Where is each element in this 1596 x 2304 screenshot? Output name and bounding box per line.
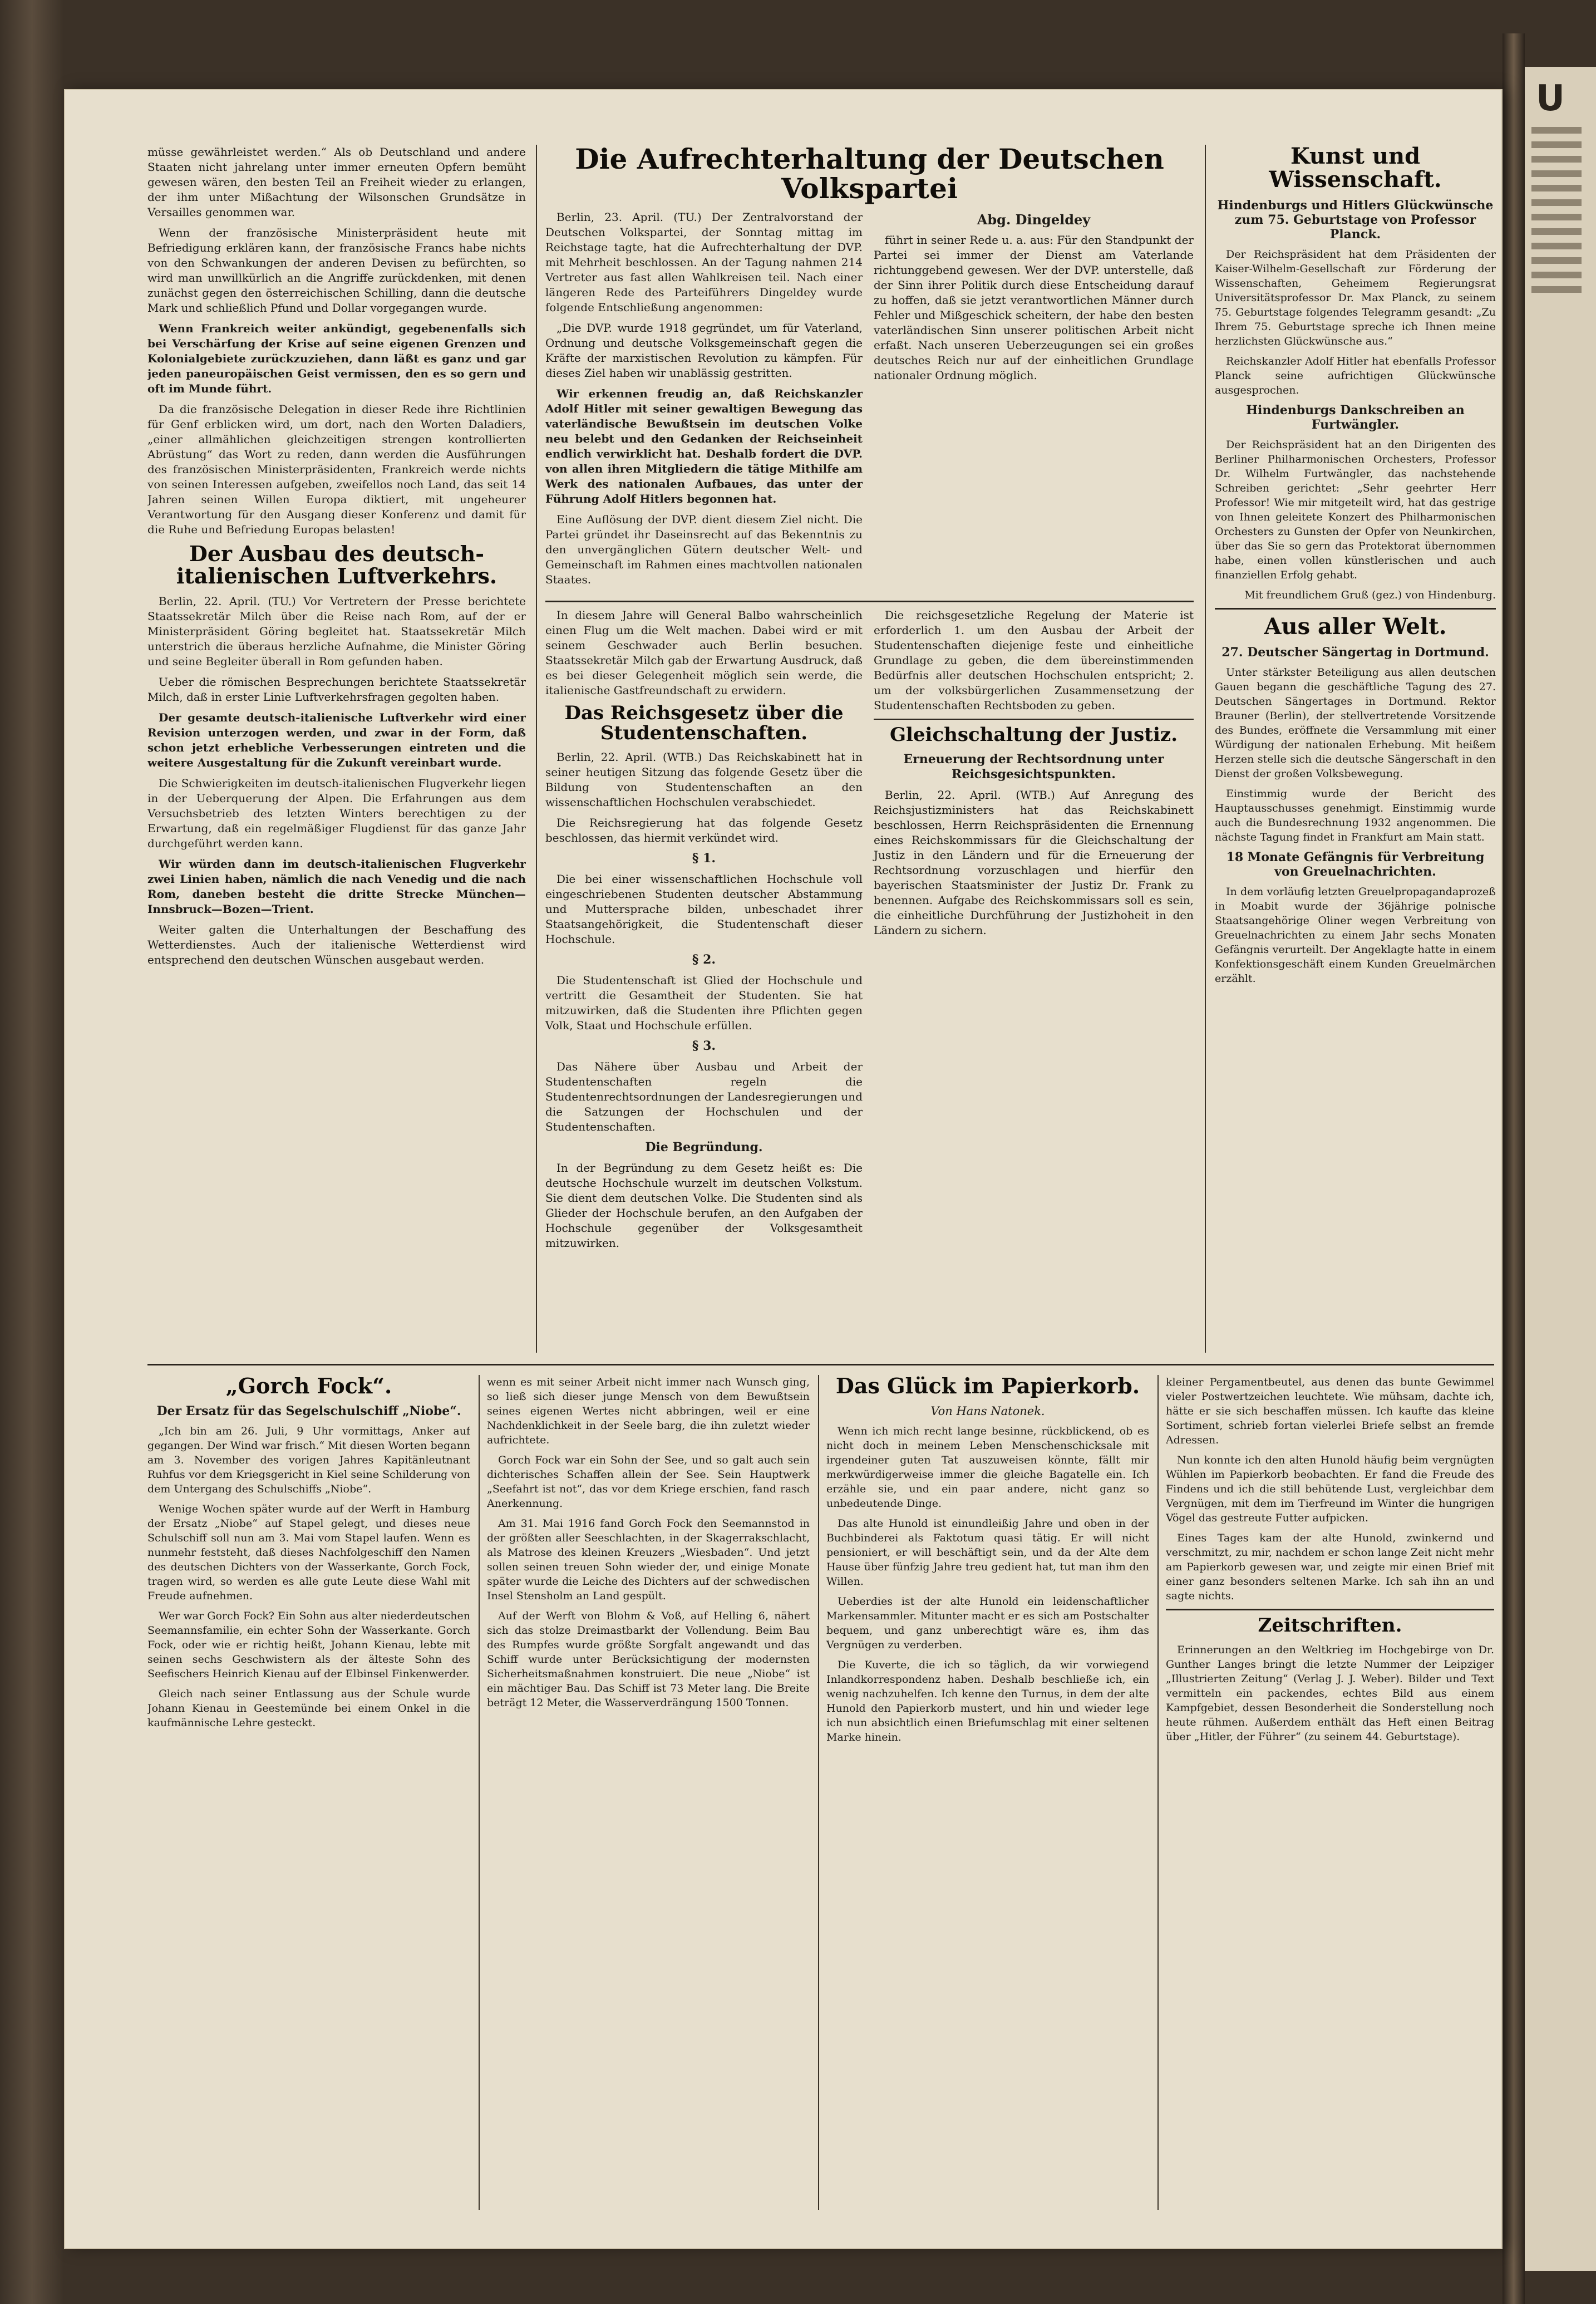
col2-paragraph: Berlin, 22. April. (WTB.) Auf Anregung des Reichsjustizministers hat das Reichskabinett beschlossen, Herrn Reichspräsidenten die Ernennung eines Reichskommissars für die Gleichschaltung der Justiz in den Ländern und für die Erneuerung der Rechtsordnung vorzuschlagen und hierfür den bayerischen Staatsminister der Justiz Dr. Frank zu benennen. Aufgabe des Reichskommissars soll es sein, die einheitliche Durchführung der Justizhoheit in den Ländern zu sichern. bbox=[874, 788, 1194, 937]
col2-paragraph: Die reichsgesetzliche Regelung der Materie ist erforderlich 1. um den Ausbau der Arbeit der Studentenschaften diejenige feste und einheitliche Grundlage zu geben, die dem übereinstimmenden Bedürfnis aller deutschen Hochschulen entspricht; 2. um der volksbürgerlichen Zusammensetzung der Studentenschaften Rechtsboden zu geben. bbox=[874, 608, 1194, 712]
col2-paragraph: Das Nähere über Ausbau und Arbeit der Studentenschaften regeln die Studentenrechtsordnungen der Landesregierungen und die Satzungen der Hochschulen und der Studentenschaften. bbox=[545, 1060, 863, 1134]
col3-subheadline-furtwaengler: Hindenburgs Dankschreiben an Furtwängler. bbox=[1246, 403, 1465, 432]
col1-paragraph: Da die französische Delegation in dieser Rede ihre Richtlinien für Genf erblicken wird, um dort, nach den Worten Daladiers, „einer allmählichen gleichzeitigen strengen kontrollierten Abrüstung“ das Wort zu reden, dann werden die Ausführungen des französischen Ministerpräsidenten, Frankreich werde nichts von seinen Interessen aufgeben, zweifellos noch Land, das seit 14 Jahren seinen Willen Europa diktiert, mit ungeheurer Verantwortung für den Ausgang dieser Konferenz und damit für die Ruhe und Befriedung Europas belasten! bbox=[147, 402, 526, 536]
bottom-column-3 bbox=[826, 1375, 1149, 2210]
column-divider bbox=[1205, 145, 1206, 1353]
col3-paragraph: In dem vorläufig letzten Greuelpropagandaprozeß in Moabit wurde der 36jährige polnische Staatsangehörige Oliner wegen Verbreitung von Greuelnachrichten zu einem Jahr sechs Monaten Gefängnis verurteilt. Der Angeklagte hatte in einem Konfektionsgeschäft einem Kunden Greuelmärchen erzählt. bbox=[1215, 886, 1496, 985]
col2-headline-justiz: Gleichschaltung der Justiz. bbox=[889, 724, 1178, 746]
col2-headline-volkspartei: Die Aufrechterhaltung der Deutschen Volkspartei bbox=[575, 145, 1164, 205]
col3-signature: Mit freundlichem Gruß (gez.) von Hindenburg. bbox=[1244, 589, 1496, 601]
col3-subheadline-saengertag: 27. Deutscher Sängertag in Dortmund. bbox=[1221, 645, 1489, 660]
col1-paragraph: Wenn der französische Ministerpräsident heute mit Befriedigung erklären kann, der französische Francs habe nichts von den Schwankungen der anderen Devisen zu befürchten, so wird man unwillkürlich an die Angriffe zurückdenken, mit denen zunächst gegen den österreichischen Schilling, dann die deutsche Mark und schließlich Pfund und Dollar vorgegangen wurde. bbox=[147, 226, 526, 315]
column-divider bbox=[818, 1375, 819, 2210]
section-mark: § 2. bbox=[692, 952, 716, 967]
col3-paragraph: Der Reichspräsident hat dem Präsidenten der Kaiser-Wilhelm-Gesellschaft zur Förderung der Wissenschaften, Geheimem Regierungsrat Universitätsprofessor Dr. Max Planck, zu seinem 75. Geburtstage folgendes Telegramm gesandt: „Zu Ihrem 75. Geburtstage spreche ich Ihnen meine herzlichsten Glückwünsche aus.“ bbox=[1215, 248, 1496, 347]
column-divider bbox=[479, 1375, 480, 2210]
col1-bold-paragraph: Der gesamte deutsch-italienische Luftverkehr wird einer Revision unterzogen werden, und zwar in der Form, daß schon jetzt erhebliche Verbesserungen eintreten und die weitere Ausgestaltung für die Zukunft vereinbart wurde. bbox=[147, 710, 526, 769]
papierkorb-paragraph: Wenn ich mich recht lange besinne, rückblickend, ob es nicht doch in meinem Leben Menschenschicksale mit irgendeiner guten Tat auszuweisen könnte, fällt mir merkwürdigerweise immer die gleiche Bagatelle ein. Ich erzähle sie, und ein paar andere, nicht ganz so unbedeutende Dinge. bbox=[826, 1424, 1149, 1510]
gorch-fock-headline: „Gorch Fock“. bbox=[225, 1375, 392, 1398]
papierkorb-byline: Von Hans Natonek. bbox=[930, 1404, 1045, 1418]
section-mark: § 1. bbox=[692, 851, 716, 866]
column-3 bbox=[1215, 145, 1496, 1353]
col2-subheadline-justiz: Erneuerung der Rechtsordnung unter Reichsgesichtspunkten. bbox=[903, 751, 1164, 782]
gorch-fock-paragraph: Gorch Fock war ein Sohn der See, und so galt auch sein dichterisches Schaffen allein der See. Sein Hauptwerk „Seefahrt ist not“, das vor dem Kriege erschien, fand rasch Anerkennung. bbox=[487, 1454, 810, 1510]
col2-paragraph: Berlin, 23. April. (TU.) Der Zentralvorstand der Deutschen Volkspartei, der Sonntag mittag im Reichstage tagte, hat die Aufrechterhaltung der DVP. mit Mehrheit beschlossen. An der Tagung nahmen 214 Vertreter aus fast allen Wahlkreisen teil. Nach einer längeren Rede des Parteiführers Dingeldey wurde folgende Entschließung angenommen: bbox=[545, 210, 863, 314]
section-mark: § 3. bbox=[692, 1039, 716, 1054]
gorch-fock-paragraph: Am 31. Mai 1916 fand Gorch Fock den Seemannstod in der größten aller Seeschlachten, in der Skagerrakschlacht, als Matrose des kleinen Kreuzers „Wiesbaden“. Und jetzt sollen seinen treuen Sohn wieder der, und einige Monate später wurde die Leiche des Dichters auf der schwedischen Insel Stensholm an Land gespült. bbox=[487, 1517, 810, 1602]
col2-paragraph: In diesem Jahre will General Balbo wahrscheinlich einen Flug um die Welt machen. Dabei wird er mit seinem Geschwader auch Berlin besuchen. Staatssekretär Milch gab der Erwartung Ausdruck, daß es bei dieser Gelegenheit möglich sein werde, die italienische Gastfreundschaft zu erwidern. bbox=[545, 608, 863, 697]
gorch-fock-continued: wenn es mit seiner Arbeit nicht immer nach Wunsch ging, so ließ sich dieser junge Mensch von dem Bewußtsein seines eigenen Wertes nicht abbringen, weil er eine Nachdenklichkeit in der Seele barg, die ihn zuletzt wieder aufrichtete. bbox=[487, 1376, 810, 1446]
adjacent-page-headline-fragment: U bbox=[1536, 78, 1565, 119]
col2-paragraph: Berlin, 22. April. (WTB.) Das Reichskabinett hat in seiner heutigen Sitzung das folgende Gesetz über die Bildung von Studentenschaften an den wissenschaftlichen Hochschulen verabschiedet. bbox=[545, 750, 863, 809]
papierkorb-paragraph: Nun konnte ich den alten Hunold häufig beim vergnügten Wühlen im Papierkorb beobachten. Er fand die Freude des Findens und ich die still behütende Lust, vergleichbar dem Vergnügen, mit dem im Tierfreund im Winter die hungrigen Vögel das gestreute Futter aufpicken. bbox=[1166, 1454, 1494, 1524]
col1-paragraph: Berlin, 22. April. (TU.) Vor Vertretern der Presse berichtete Staatssekretär Milch über die Reise nach Rom, auf der er Ministerpräsident Göring begleitet hat. Staatssekretär Milch unterstrich die überaus herzliche Aufnahme, die Minister Göring und seine Begleiter überall in Rom gefunden haben. bbox=[147, 594, 526, 668]
column-2 bbox=[545, 145, 1194, 1353]
col2-paragraph: In der Begründung zu dem Gesetz heißt es: Die deutsche Hochschule wurzelt im deutschen Volkstum. Sie dient dem deutschen Volke. Die Studenten sind als Glieder der Hochschule berufen, an den Aufgaben der Hochschule gegenüber der Volksgesamtheit mitzuwirken. bbox=[545, 1161, 863, 1250]
col1-opening: müsse gewährleistet werden.“ Als ob Deutschland und andere Staaten nicht jahrelang unter immer erneuten Opfern bemüht gewesen wären, den besten Teil an Freiheit wieder zu erlangen, der ihm unter Mißachtung der Wilsonschen Grundsätze in Versailles genommen war. bbox=[147, 145, 526, 219]
col2-paragraph: Die bei einer wissenschaftlichen Hochschule voll eingeschriebenen Studenten deutscher Abstammung und Muttersprache bilden, unbeschadet ihrer Staatsangehörigkeit, die Studentenschaft dieser Hochschule. bbox=[545, 872, 863, 946]
col3-paragraph: Der Reichspräsident hat an den Dirigenten des Berliner Philharmonischen Orchesters, Professor Dr. Wilhelm Furtwängler, das nachstehende Schreiben gerichtet: „Sehr geehrter Herr Professor! Wie mir mitgeteilt wird, hat das gestrige von Ihnen geleitete Konzert des Philharmonischen Orchesters zu Gunsten der Opfer von Neunkirchen, über das Sie so gern das Protektorat übernommen habe, einen vollen künstlerischen und auch finanziellen Erfolg gehabt. bbox=[1215, 439, 1496, 581]
gorch-fock-paragraph: „Ich bin am 26. Juli, 9 Uhr vormittags, Anker auf gegangen. Der Wind war frisch.“ Mit diesen Worten begann am 3. November des vorigen Jahres Kapitänleutnant Ruhfus vor dem Kriegsgericht in Kiel seine Schilderung von dem Untergang des Schulschiffs „Niobe“. bbox=[147, 1424, 470, 1495]
bottom-column-4 bbox=[1166, 1375, 1494, 2210]
bottom-column-1 bbox=[147, 1375, 470, 2210]
gorch-fock-paragraph: Wer war Gorch Fock? Ein Sohn aus alter niederdeutschen Seemannsfamilie, ein echter Sohn der Wasserkante. Gorch Fock, oder wie er richtig heißt, Johann Kienau, lebte mit seinen sechs Geschwistern als der älteste Sohn des Seefischers Heinrich Kienau auf der Elbinsel Finkenwerder. bbox=[147, 1609, 470, 1680]
col2-paragraph: „Die DVP. wurde 1918 gegründet, um für Vaterland, Ordnung und deutsche Volksgemeinschaft gegen die Kräfte der marxistischen Revolution zu kämpfen. Für dieses Ziel haben wir unablässig gestritten. bbox=[545, 321, 863, 380]
papierkorb-paragraph: Das alte Hunold ist einundleißig Jahre und oben in der Buchbinderei als Faktotum quasi tätig. Er will nicht pensioniert, er will beschäftigt sein, und da der Alte dem Hause über fünfzig Jahre treu gedient hat, tut man ihm den Willen. bbox=[826, 1517, 1149, 1588]
col3-headline-kunst: Kunst und Wissenschaft. bbox=[1269, 145, 1442, 193]
papierkorb-paragraph: Die Kuverte, die ich so täglich, da wir vorwiegend Inlandkorrespondenz haben. Deshalb beschließe ich, ein wenig nachzuhelfen. Ich kenne den Turnus, in dem der alte Hunold den Papierkorb mustert, und hin und wieder lege ich nun absichtlich einen Briefumschlag mit einer seltenen Marke hinein. bbox=[826, 1658, 1149, 1743]
zeitschriften-paragraph: Erinnerungen an den Weltkrieg im Hochgebirge von Dr. Gunther Langes bringt die letzte Nummer der Leipziger „Illustrierten Zeitung“ (Verlag J. J. Weber). Bilder und Text vermitteln ein packendes, echtes Bild aus einem Kampfgebiet, dessen Besonderheit die Sonderstellung noch heute rühmen. Außerdem enthält das Heft einen Beitrag über „Hitler, der Führer“ (zu seinem 44. Geburtstage). bbox=[1166, 1643, 1494, 1743]
column-1 bbox=[147, 145, 526, 1353]
col1-bold-paragraph: Wenn Frankreich weiter ankündigt, gegebenenfalls sich bei Verschärfung der Krise auf seine eigenen Grenzen und Kolonialgebiete zurückzuziehen, dann läßt es ganz und gar jeden paneuropäischen Geist vermissen, den es so gern und oft im Munde führt. bbox=[147, 322, 526, 395]
col2-paragraph: führt in seiner Rede u. a. aus: Für den Standpunkt der Partei sei immer der Dienst am Vaterlande richtunggebend gewesen. Wer der DVP. unterstelle, daß der Sinn ihrer Politik durch diese Entscheidung darauf zu hoffen, daß sie jetzt verantwortlichen Männer durch Fehler und Mißgeschick scheitern, der habe den besten vaterländischen Sinn unserer politischen Arbeit nicht erfaßt. Nach unseren Ueberzeugungen sei ein großes deutsches Reich nur auf der einheitlichen Grundlage nationaler Ordnung möglich. bbox=[874, 233, 1194, 382]
papierkorb-headline: Das Glück im Papierkorb. bbox=[835, 1375, 1140, 1398]
col2-headline-reichsgesetz: Das Reichsgesetz über die Studentenschaften. bbox=[564, 702, 844, 744]
newspaper-page bbox=[64, 89, 1503, 2249]
papierkorb-paragraph: Ueberdies ist der alte Hunold ein leidenschaftlicher Markensammler. Mitunter macht er es sich am Postschalter bequem, und ganz unberechtigt wäre es, ihm das Vergnügen zu verderben. bbox=[826, 1595, 1149, 1651]
papierkorb-paragraph: Eines Tages kam der alte Hunold, zwinkernd und verschmitzt, zu mir, nachdem er schon lange Zeit nicht mehr am Papierkorb gewesen war, und zeigte mir einen Brief mit einer ganz besonders seltenen Marke. Ich sah ihn an und sagte nichts. bbox=[1166, 1532, 1494, 1602]
col2-paragraph: Die Studentenschaft ist Glied der Hochschule und vertritt die Gesamtheit der Studenten. Sie hat mitzuwirken, daß die Studenten ihre Pflichten gegen Volk, Staat und Hochschule erfüllen. bbox=[545, 974, 863, 1033]
papierkorb-continued: kleiner Pergamentbeutel, aus denen das bunte Gewimmel vieler Postwertzeichen leuchtete. Wie mühsam, dachte ich, hätte er sie sich beschaffen müssen. Ich kaufte das kleine Sortiment, schrieb fortan vielerlei Briefe selbst an fremde Adressen. bbox=[1166, 1376, 1494, 1446]
adjacent-page bbox=[1525, 67, 1596, 2271]
col1-paragraph: Weiter galten die Unterhaltungen der Beschaffung des Wetterdienstes. Auch der italienische Wetterdienst wird entsprechend den deutschen Wünschen ausgebaut werden. bbox=[147, 922, 526, 966]
col2-paragraph: Die Reichsregierung hat das folgende Gesetz beschlossen, das hiermit verkündet wird. bbox=[545, 816, 863, 845]
column-divider bbox=[1157, 1375, 1159, 2210]
col2-subheading-begruendung: Die Begründung. bbox=[645, 1140, 763, 1155]
col3-subheadline-gefaengnis: 18 Monate Gefängnis für Verbreitung von Greuelnachrichten. bbox=[1226, 850, 1485, 879]
col2-byline: Abg. Dingeldey bbox=[977, 212, 1091, 228]
col1-headline-luftverkehr: Der Ausbau des deutsch-italienischen Luftverkehrs. bbox=[176, 541, 497, 588]
zeitschriften-headline: Zeitschriften. bbox=[1258, 1614, 1402, 1637]
gorch-fock-paragraph: Auf der Werft von Blohm & Voß, auf Helling 6, nähert sich das stolze Dreimastbarkt der Vollendung. Beim Bau des Rumpfes wurde größte Sorgfalt angewandt und das Schiff wurde unter Berücksichtigung der modernsten Sicherheitsmaßnahmen konstruiert. Die neue „Niobe“ ist ein mächtiger Bau. Das Schiff ist 73 Meter lang. Die Breite beträgt 12 Meter, die Wasserverdrängung 1500 Tonnen. bbox=[487, 1610, 810, 1709]
gorch-fock-paragraph: Gleich nach seiner Entlassung aus der Schule wurde Johann Kienau in Geestemünde bei einem Onkel in die kaufmännische Lehre gesteckt. bbox=[147, 1687, 470, 1729]
gorch-fock-subheadline: Der Ersatz für das Segelschulschiff „Niobe“. bbox=[156, 1403, 461, 1418]
section-divider bbox=[147, 1364, 1494, 1365]
col2-paragraph: Eine Auflösung der DVP. dient diesem Ziel nicht. Die Partei gründet ihr Daseinsrecht auf das Bekenntnis zu den unvergänglichen Gütern deutscher Welt- und Gemeinschaft im Rahmen eines machtvollen nationalen Staates. bbox=[545, 513, 863, 586]
col1-bold-paragraph: Wir würden dann im deutsch-italienischen Flugverkehr zwei Linien haben, nämlich die nach Venedig und die nach Rom, daneben besteht die dritte Strecke München—Innsbruck—Bozen—Trient. bbox=[147, 857, 526, 916]
col3-headline-aus-aller-welt: Aus aller Welt. bbox=[1264, 613, 1447, 640]
gorch-fock-paragraph: Wenige Wochen später wurde auf der Werft in Hamburg der Ersatz „Niobe“ auf Stapel gelegt, und dieses neue Schulschiff soll nun am 3. Mai vom Stapel laufen. Wenn es nunmehr feststeht, daß dieses Nachfolgeschiff den Namen des deutschen Dichters von der Wasserkante, Gorch Fock, tragen wird, so werden es alle gute Leute diese Wahl mit Freude aufnehmen. bbox=[147, 1502, 470, 1602]
column-divider bbox=[536, 145, 537, 1353]
col2-bold-paragraph: Wir erkennen freudig an, daß Reichskanzler Adolf Hitler mit seiner gewaltigen Bewegung das vaterländische Bewußtsein im deutschen Volke neu belebt und den Gedanken der Reichseinheit endlich verwirklicht hat. Deshalb fordert die DVP. von allen ihren Mitgliedern die tätige Mithilfe am Werk des nationalen Aufbaues, das unter der Führung Adolf Hitlers begonnen hat. bbox=[545, 387, 863, 505]
col3-paragraph: Einstimmig wurde der Bericht des Hauptausschusses genehmigt. Einstimmig wurde auch die Bundesrechnung 1932 angenommen. Die nächste Tagung findet in Frankfurt am Main statt. bbox=[1215, 788, 1496, 843]
col3-paragraph: Unter stärkster Beteiligung aus allen deutschen Gauen begann die geschäftliche Tagung des 27. Deutschen Sängertages in Dortmund. Rektor Brauner (Berlin), der stellvertretende Vorsitzende des Bundes, eröffnete die Versammlung mit einer Würdigung der nationalen Erhebung. Mit heißem Herzen stelle sich die deutsche Sängerschaft in den Dienst der großen Volksbewegung. bbox=[1215, 666, 1496, 780]
col1-paragraph: Die Schwierigkeiten im deutsch-italienischen Flugverkehr liegen in der Ueberquerung der Alpen. Die Erfahrungen aus dem Versuchsbetrieb des letzten Winters berechtigen zu der Erwartung, daß ein regelmäßiger Flugdienst für das ganze Jahr durchgeführt werden kann. bbox=[147, 776, 526, 850]
col3-paragraph: Reichskanzler Adolf Hitler hat ebenfalls Professor Planck seine aufrichtigen Glückwünsche ausgesprochen. bbox=[1215, 355, 1496, 396]
book-spine bbox=[1503, 33, 1525, 2304]
col1-paragraph: Ueber die römischen Besprechungen berichtete Staatssekretär Milch, daß in erster Linie Luftverkehrsfragen gegolten haben. bbox=[147, 675, 526, 704]
col3-subheadline-planck: Hindenburgs und Hitlers Glückwünsche zum 75. Geburtstage von Professor Planck. bbox=[1217, 198, 1494, 242]
bottom-column-2 bbox=[487, 1375, 810, 2210]
